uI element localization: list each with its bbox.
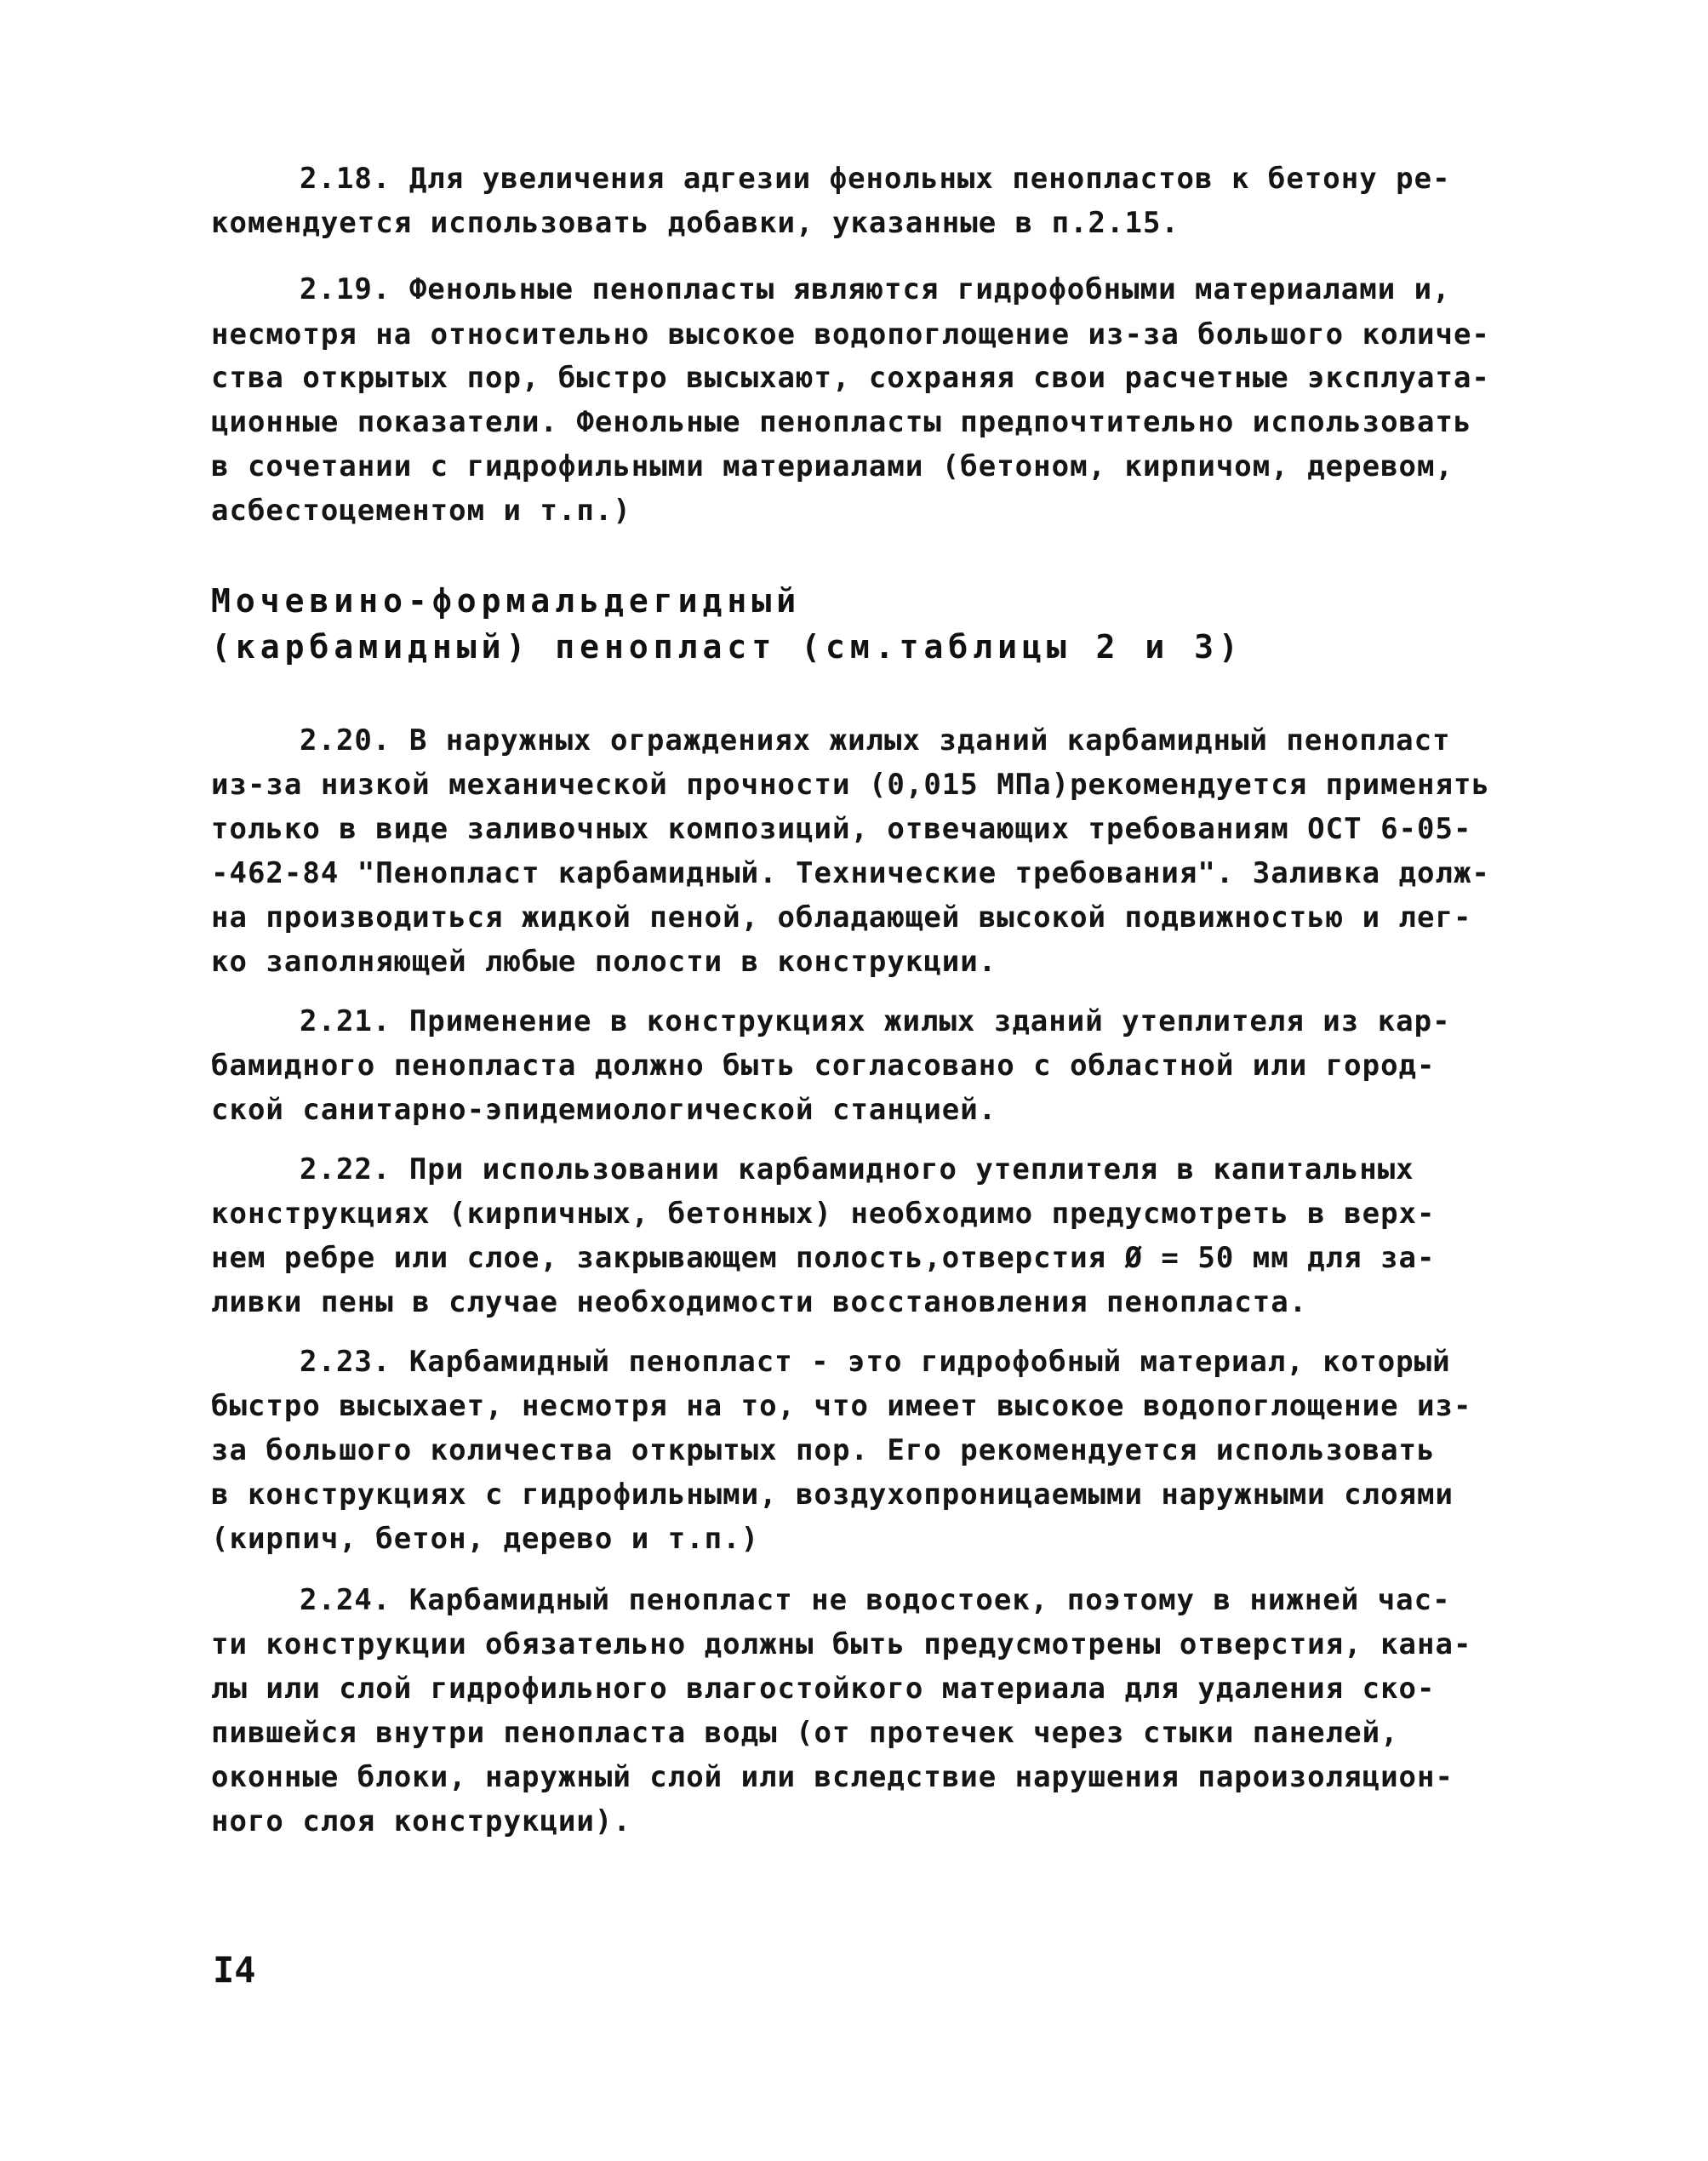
paragraph-2-21-line: 2.21. Применение в конструкциях жилых зданий утеплителя из кар- [300, 1004, 1451, 1038]
paragraph-2-22-line: нем ребре или слое, закрывающем полость,отверстия Ø = 50 мм для за- [211, 1241, 1436, 1275]
paragraph-2-23-line: (кирпич, бетон, дерево и т.п.) [211, 1522, 760, 1556]
paragraph-2-20-line: ко заполняющей любые полости в конструкции. [211, 945, 997, 979]
paragraph-2-23-line: 2.23. Карбамидный пенопласт - это гидрофобный материал, который [300, 1345, 1451, 1379]
paragraph-2-21-line: бамидного пенопласта должно быть согласовано с областной или город- [211, 1049, 1436, 1083]
paragraph-2-19-line: асбестоцементом и т.п.) [211, 494, 631, 528]
paragraph-2-24-line: ти конструкции обязательно должны быть предусмотрены отверстия, кана- [211, 1627, 1472, 1661]
paragraph-2-22-line: ливки пены в случае необходимости восстановления пенопласта. [211, 1285, 1308, 1319]
paragraph-2-20-line: -462-84 "Пенопласт карбамидный. Технические требования". Заливка долж- [211, 856, 1490, 890]
paragraph-2-23-line: в конструкциях с гидрофильными, воздухопроницаемыми наружными слоями [211, 1478, 1454, 1512]
paragraph-2-21-line: ской санитарно-эпидемиологической станцией. [211, 1093, 997, 1127]
section-heading-line: Мочевино-формальдегидный [211, 582, 802, 620]
paragraph-2-20-line: только в виде заливочных композиций, отвечающих требованиям ОСТ 6-05- [211, 812, 1472, 846]
paragraph-2-24-line: лы или слой гидрофильного влагостойкого материала для удаления ско- [211, 1672, 1436, 1706]
paragraph-2-24-line: ного слоя конструкции). [211, 1804, 631, 1838]
paragraph-2-19-line: 2.19. Фенольные пенопласты являются гидрофобными материалами и, [300, 272, 1451, 306]
paragraph-2-18-line: 2.18. Для увеличения адгезии фенольных пенопластов к бетону ре- [300, 162, 1451, 196]
paragraph-2-19-line: несмотря на относительно высокое водопоглощение из-за большого количе- [211, 317, 1490, 352]
paragraph-2-23-line: за большого количества открытых пор. Его рекомендуется использовать [211, 1433, 1436, 1467]
paragraph-2-18-line: комендуется использовать добавки, указанные в п.2.15. [211, 206, 1180, 240]
paragraph-2-23-line: быстро высыхает, несмотря на то, что имеет высокое водопоглощение из- [211, 1389, 1472, 1423]
paragraph-2-22-line: конструкциях (кирпичных, бетонных) необходимо предусмотреть в верх- [211, 1197, 1436, 1231]
paragraph-2-24-line: пившейся внутри пенопласта воды (от протечек через стыки панелей, [211, 1716, 1399, 1750]
paragraph-2-24-line: 2.24. Карбамидный пенопласт не водостоек, поэтому в нижней час- [300, 1583, 1451, 1617]
paragraph-2-24-line: оконные блоки, наружный слой или вследствие нарушения пароизоляцион- [211, 1760, 1454, 1794]
page-number: I4 [213, 1949, 256, 1991]
paragraph-2-22-line: 2.22. При использовании карбамидного утеплителя в капитальных [300, 1152, 1414, 1186]
paragraph-2-20-line: из-за низкой механической прочности (0,015 МПа)рекомендуется применять [211, 768, 1490, 802]
paragraph-2-19-line: в сочетании с гидрофильными материалами (бетоном, кирпичом, деревом, [211, 449, 1454, 483]
paragraph-2-20-line: на производиться жидкой пеной, обладающей высокой подвижностью и лег- [211, 900, 1472, 935]
paragraph-2-19-line: ционные показатели. Фенольные пенопласты предпочтительно использовать [211, 405, 1472, 439]
paragraph-2-19-line: ства открытых пор, быстро высыхают, сохраняя свои расчетные эксплуата- [211, 361, 1490, 395]
section-heading-line: (карбамидный) пенопласт (см.таблицы 2 и 3) [211, 628, 1243, 666]
paragraph-2-20-line: 2.20. В наружных ограждениях жилых зданий карбамидный пенопласт [300, 723, 1451, 757]
